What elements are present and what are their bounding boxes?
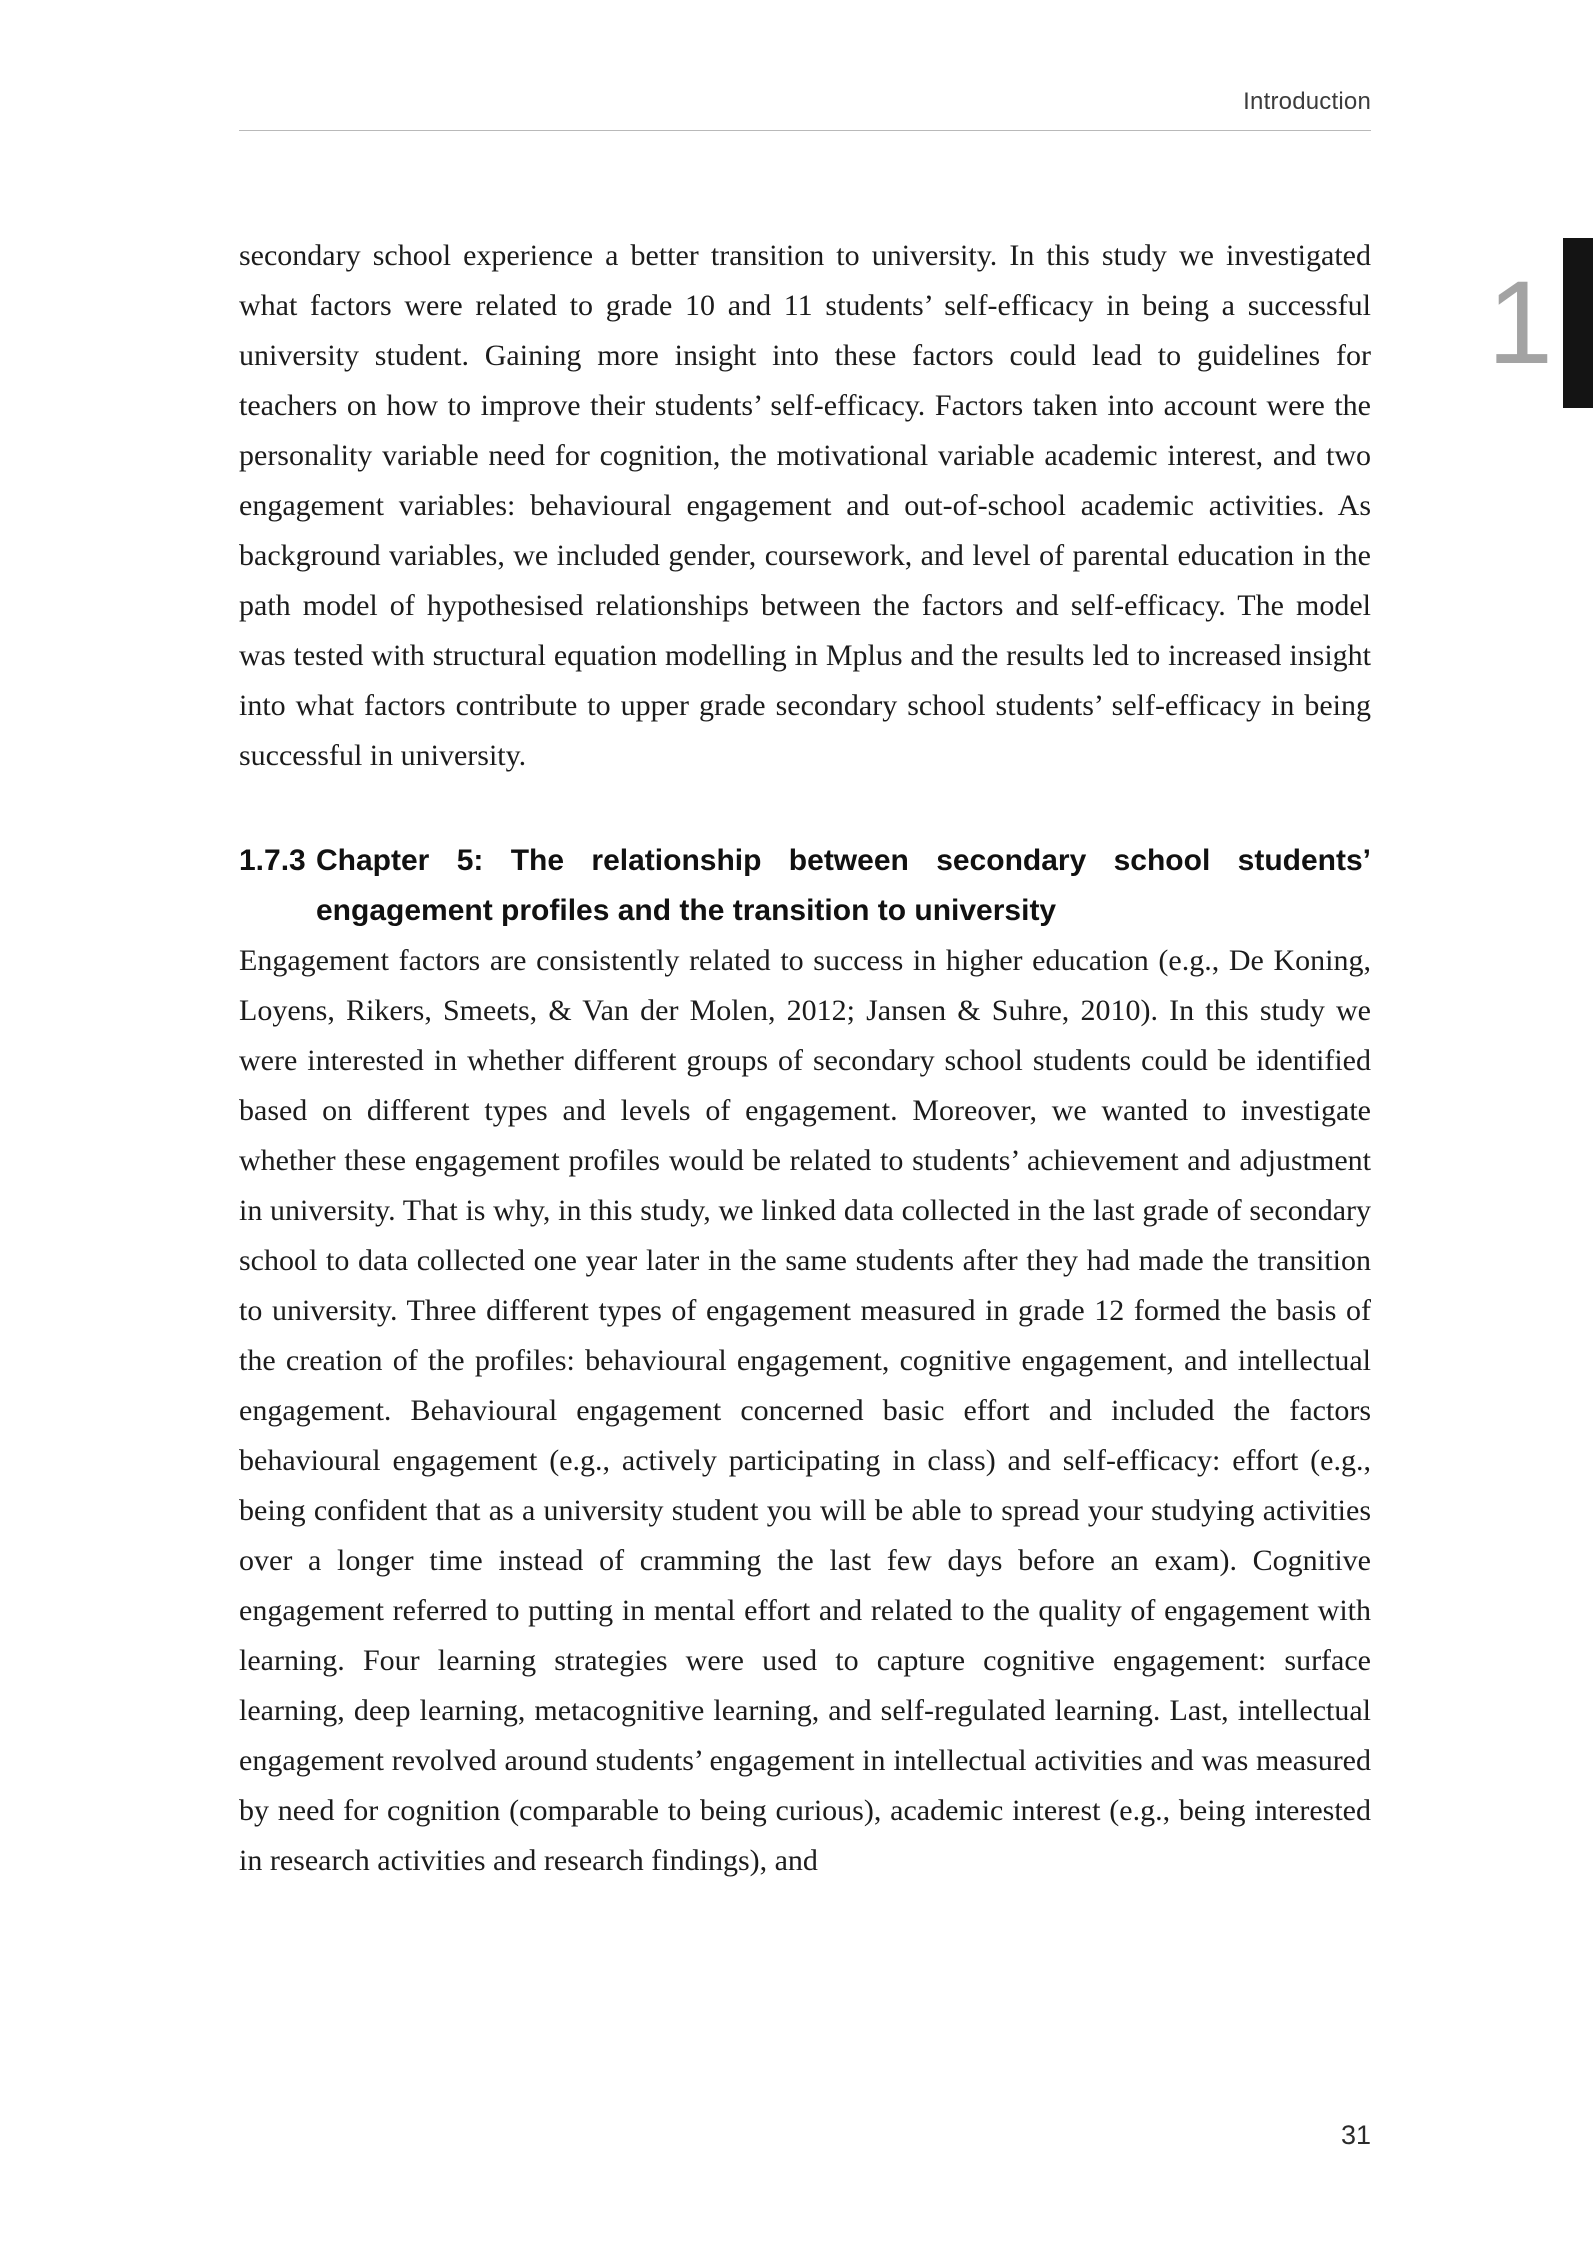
- paragraph: secondary school experience a better transition to university. In this study we investigated what factors were related to grade 10 and 11 students’ self-efficacy in being a successful university student. Gaining more insight into these factors could lead to guidelines for teachers on how to improve their students’ self-efficacy. Factors taken into account were the personality variable need for cognition, the motivational variable academic interest, and two engagement variables: behavioural engagement and out-of-school academic activities. As background variables, we included gender, coursework, and level of parental education in the path model of hypothesised relationships between the factors and self-efficacy. The model was tested with structural equation modelling in Mplus and the results led to increased insight into what factors contribute to upper grade secondary school students’ self-efficacy in being successful in university.: [239, 239, 1371, 772]
- text-column: [239, 0, 1371, 1886]
- section-heading: [239, 836, 1371, 936]
- paragraph: Engagement factors are consistently related to success in higher education (e.g., De Koning, Loyens, Rikers, Smeets, & Van der Molen, 2012; Jansen & Suhre, 2010). In this study we were interested in whether different groups of secondary school students could be identified based on different types and levels of engagement. Moreover, we wanted to investigate whether these engagement profiles would be related to students’ achievement and adjustment in university. That is why, in this study, we linked data collected in the last grade of secondary school to data collected one year later in the same students after they had made the transition to university. Three different types of engagement measured in grade 12 formed the basis of the creation of the profiles: behavioural engagement, cognitive engagement, and intellectual engagement. Behavioural engagement concerned basic effort and included the factors behavioural engagement (e.g., actively participating in class) and self-efficacy: effort (e.g., being confident that as a university student you will be able to spread your studying activities over a longer time instead of cramming the last few days before an exam). Cognitive engagement referred to putting in mental effort and related to the quality of engagement with learning. Four learning strategies were used to capture cognitive engagement: surface learning, deep learning, metacognitive learning, and self-regulated learning. Last, intellectual engagement revolved around students’ engagement in intellectual activities and was measured by need for cognition (comparable to being curious), academic interest (e.g., being interested in research activities and research findings), and: [239, 944, 1371, 1877]
- running-head: Introduction: [1243, 88, 1371, 115]
- page-number: 31: [1340, 2120, 1371, 2150]
- header-rule: [239, 130, 1371, 131]
- body-text: [239, 231, 1371, 1886]
- chapter-edge-tab: [1563, 238, 1593, 408]
- section-heading-number: 1.7.3: [239, 844, 306, 877]
- section-heading-text: Chapter 5: The relationship between secondary school students’ engagement profiles and the transition to university: [316, 844, 1371, 927]
- chapter-number: 1: [1487, 257, 1553, 389]
- chapter-marker: [1487, 238, 1593, 408]
- page-header: [239, 0, 1371, 131]
